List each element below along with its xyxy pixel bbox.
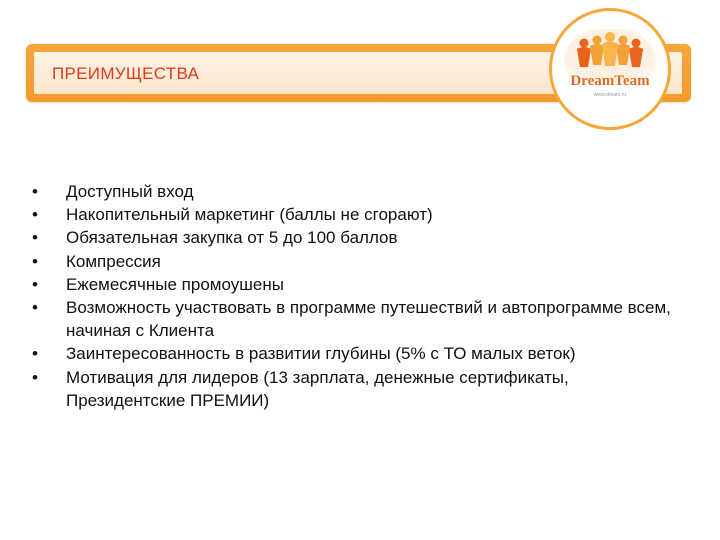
list-item <box>32 273 692 296</box>
list-item-text: Обязательная закупка от 5 до 100 баллов <box>66 228 398 248</box>
bullet-icon: • <box>32 274 38 294</box>
list-item <box>32 203 692 226</box>
logo-url: www.dream.ru <box>594 92 626 98</box>
bullet-icon: • <box>32 182 38 201</box>
list-item <box>32 226 692 249</box>
page-title: ПРЕИМУЩЕСТВА <box>52 64 200 83</box>
list-item-text: Заинтересованность в развитии глубины (5% с ТО малых веток) <box>66 344 576 364</box>
bullet-icon: • <box>32 251 38 271</box>
bullet-icon: • <box>32 298 38 318</box>
list-item <box>32 342 692 365</box>
logo-name: DreamTeam <box>570 73 650 89</box>
list-item-text: Доступный вход <box>66 182 194 201</box>
list-item-text: Возможность участвовать в программе путешествий и автопрограмме всем, начиная с Клиента <box>66 298 671 341</box>
bullet-icon: • <box>32 367 38 387</box>
bullet-icon: • <box>32 228 38 248</box>
list-item <box>32 366 692 412</box>
bullet-icon: • <box>32 344 38 364</box>
list-item-text: Ежемесячные промоушены <box>66 274 284 294</box>
list-item-text: Компрессия <box>66 251 161 271</box>
list-item <box>32 180 692 203</box>
dreamteam-logo <box>549 8 671 130</box>
list-item <box>32 296 692 342</box>
advantages-list <box>32 180 692 412</box>
bullet-icon: • <box>32 205 38 225</box>
list-item <box>32 250 692 273</box>
list-item-text: Мотивация для лидеров (13 зарплата, денежные сертификаты, Президентские ПРЕМИИ) <box>66 367 569 410</box>
people-crown-icon <box>552 11 668 127</box>
list-item-text: Накопительный маркетинг (баллы не сгорают) <box>66 205 433 225</box>
